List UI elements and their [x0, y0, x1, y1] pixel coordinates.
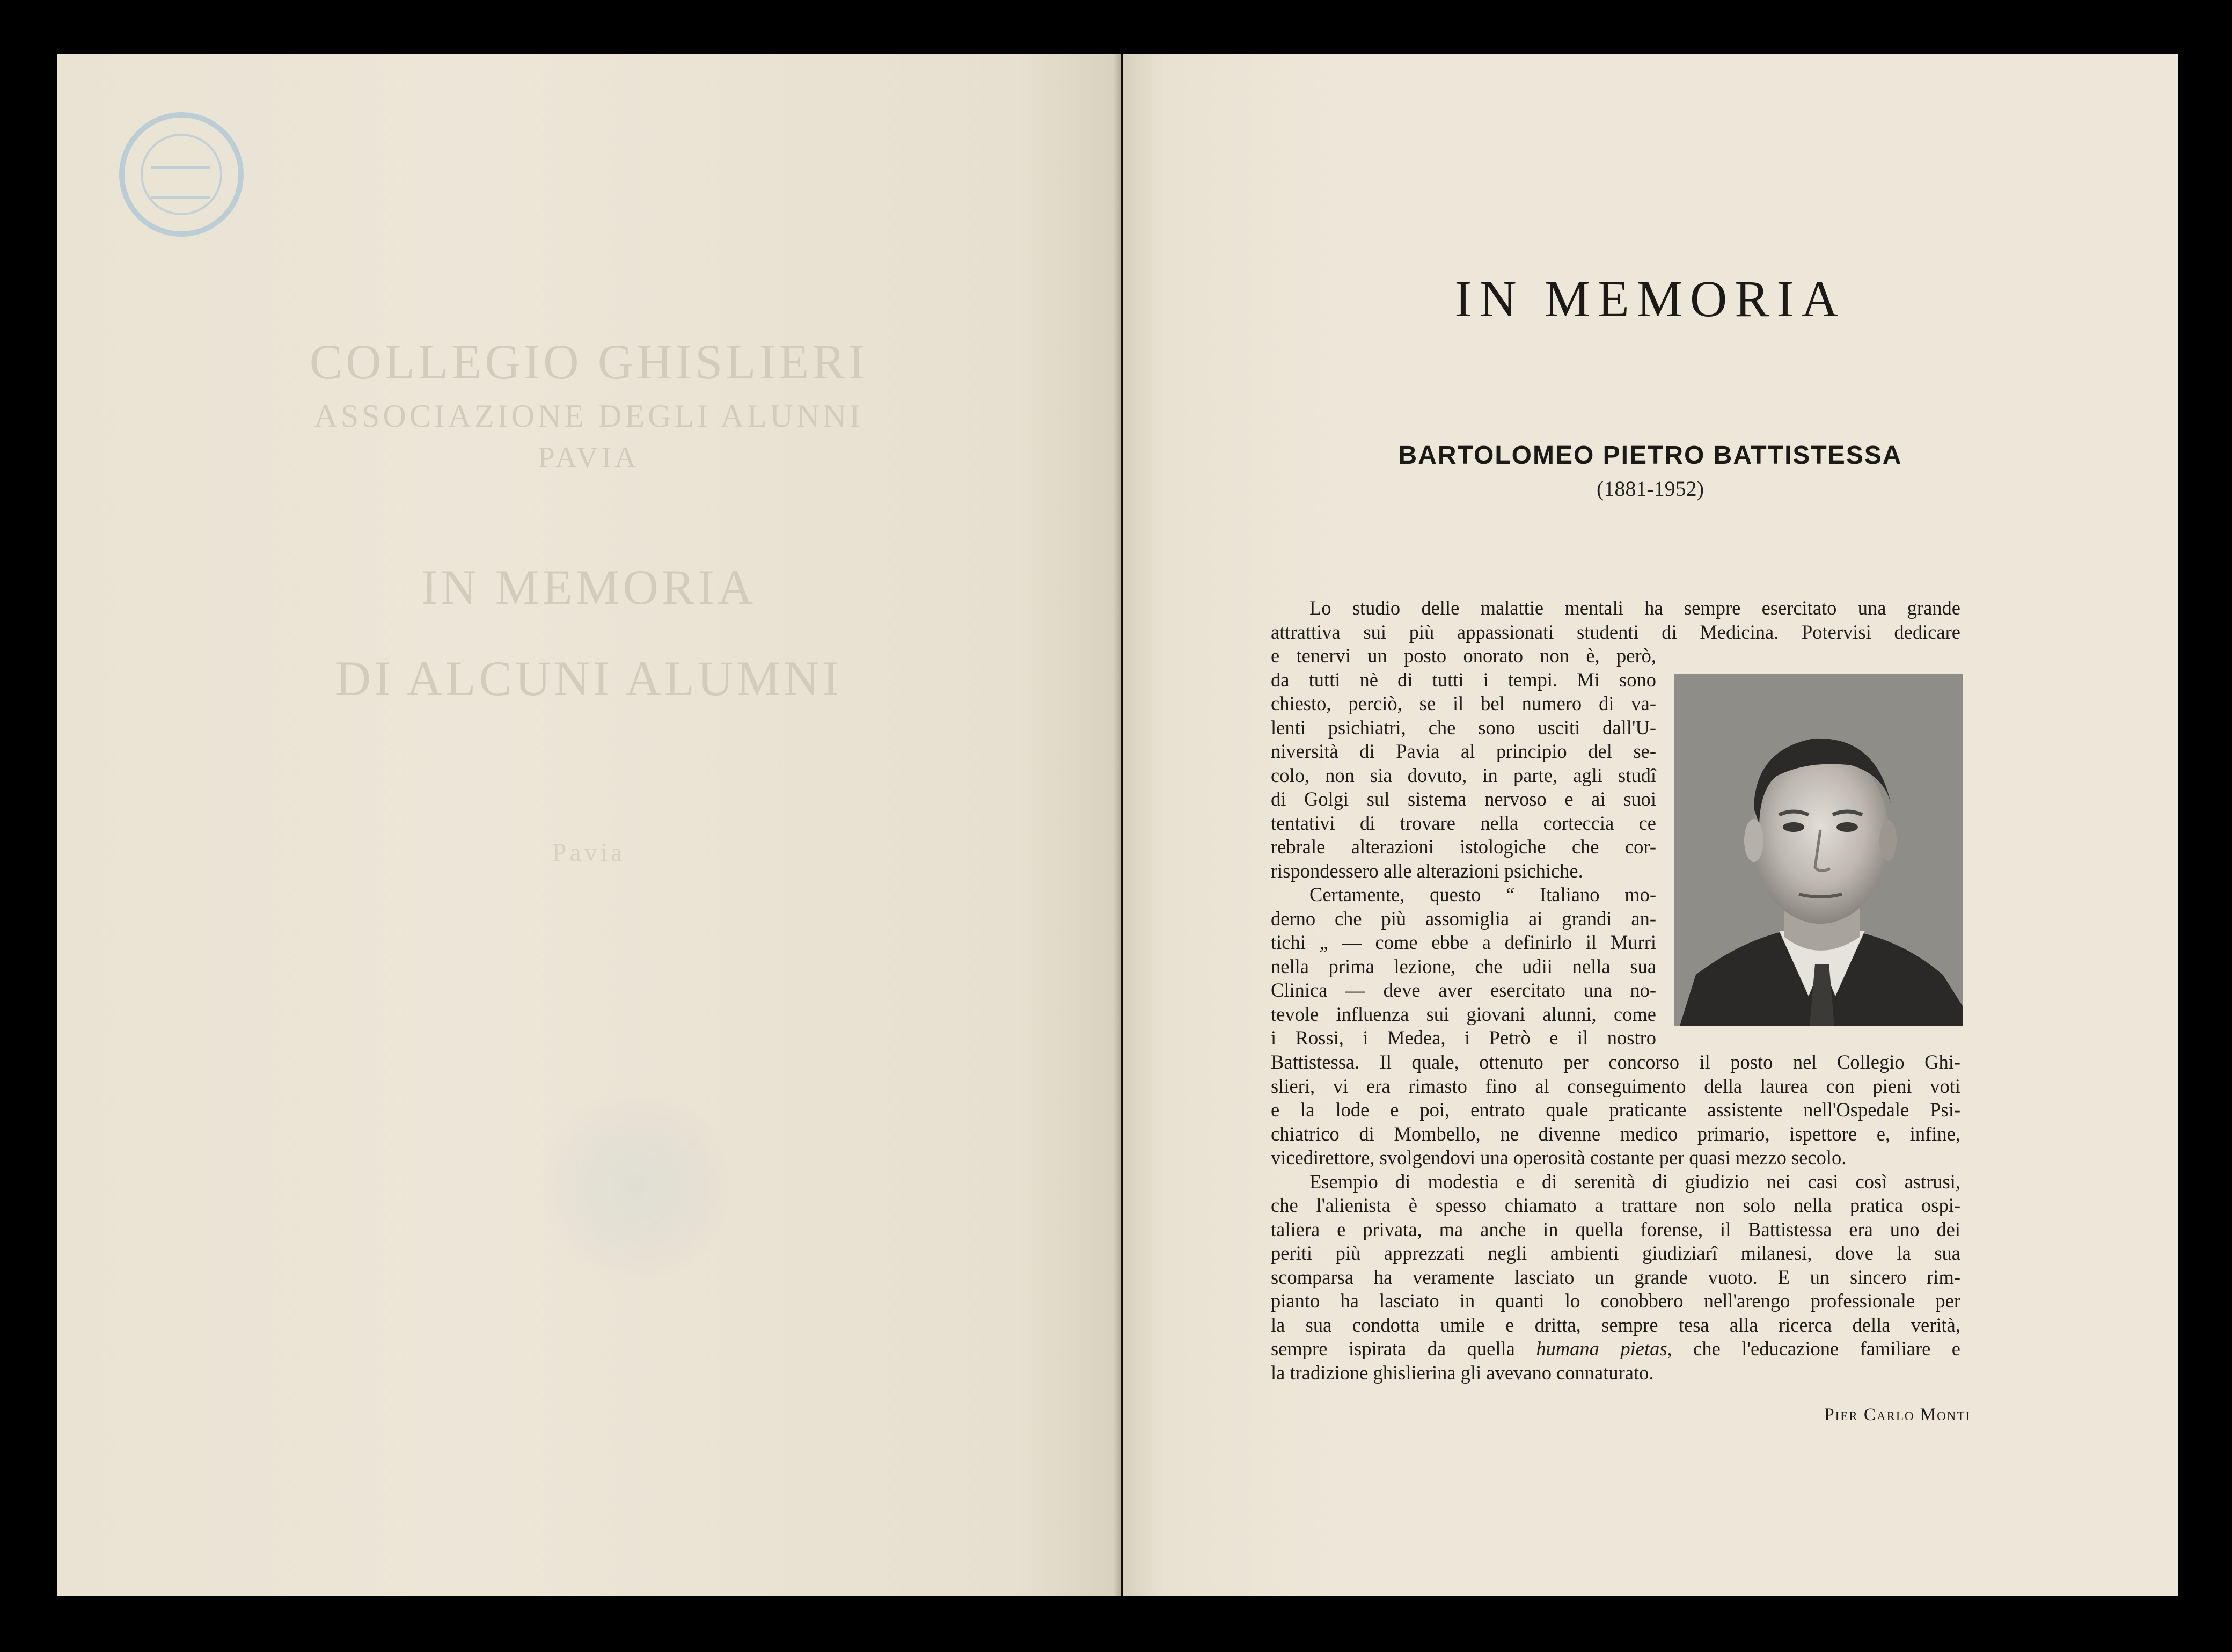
show-through-line-6: Pavia: [552, 838, 626, 867]
text-line: rispondessero alle alterazioni psichiche.: [1271, 859, 1583, 882]
text-line: chiatrico di Mombello, ne divenne medico primario, ispettore e, infine,: [1271, 1122, 1960, 1145]
text-line: tichi „ — come ebbe a definirlo il Murri: [1271, 931, 1656, 953]
text-line: attrattiva sui più appassionati studenti di Medicina. Potervisi dedicare: [1271, 620, 1960, 643]
person-years: (1881-1952): [1597, 477, 1704, 501]
article-body-wrap: [1271, 644, 1656, 1050]
right-page: [1123, 54, 2178, 1596]
author-signature: Pier Carlo Monti: [1824, 1405, 1971, 1424]
show-through-line-4: IN MEMORIA: [421, 560, 757, 615]
portrait-photo-icon: [1674, 674, 1963, 1026]
article-body: [1271, 596, 1960, 644]
show-through-line-2: ASSOCIAZIONE DEGLI ALUNNI: [314, 398, 863, 434]
text-line: colo, non sia dovuto, in parte, agli studî: [1271, 764, 1656, 786]
text-line: Lo studio delle malattie mentali ha sempre esercitato una grande: [1309, 597, 1960, 619]
text-line-italic: [1271, 1337, 1960, 1361]
text-line: nella prima lezione, che udii nella sua: [1271, 955, 1656, 977]
page-title: IN MEMORIA: [1454, 270, 1846, 327]
text-line: periti più apprezzati negli ambienti giudiziarî milanesi, dove la sua: [1271, 1242, 1960, 1264]
text-line: rebrale alterazioni istologiche che cor-: [1271, 836, 1656, 858]
text-line: e la lode e poi, entrato quale praticante assistente nell'Ospedale Psi-: [1271, 1099, 1960, 1121]
text-line: di Golgi sul sistema nervoso e ai suoi: [1271, 788, 1656, 810]
text-line: i Rossi, i Medea, i Petrò e il nostro: [1271, 1027, 1656, 1049]
text-fragment: , che l'educazione familiare e: [1667, 1337, 1961, 1359]
text-line: chiesto, perciò, se il bel numero di va-: [1271, 692, 1656, 714]
text-line: taliera e privata, ma anche in quella forense, il Battistessa era uno dei: [1271, 1218, 1960, 1240]
left-page: [57, 54, 1121, 1596]
library-stamp-icon: [119, 112, 244, 237]
text-line: scomparsa ha veramente lasciato un grande vuoto. E un sincero rim-: [1271, 1266, 1960, 1288]
show-through-line-5: DI ALCUNI ALUMNI: [335, 651, 843, 706]
text-line: Certamente, questo “ Italiano mo-: [1309, 883, 1656, 905]
paper-blot: [540, 1090, 733, 1283]
text-line: slieri, vi era rimasto fino al conseguimento della laurea con pieni voti: [1271, 1074, 1960, 1097]
text-line: niversità di Pavia al principio del se-: [1271, 740, 1656, 762]
text-line: pianto ha lasciato in quanti lo conobbero nell'arengo professionale per: [1271, 1290, 1960, 1312]
italic-phrase: humana pietas: [1536, 1337, 1667, 1359]
text-line: tevole influenza sui giovani alunni, come: [1271, 1003, 1656, 1025]
text-fragment: sempre ispirata da quella: [1271, 1337, 1536, 1359]
text-line: lenti psichiatri, che sono usciti dall'U-: [1271, 716, 1656, 739]
text-line: da tutti nè di tutti i tempi. Mi sono: [1271, 668, 1656, 691]
show-through-line-1: COLLEGIO GHISLIERI: [309, 334, 868, 389]
text-line: la sua condotta umile e dritta, sempre tesa alla ricerca della verità,: [1271, 1313, 1960, 1336]
text-line: derno che più assomiglia ai grandi an-: [1271, 907, 1656, 930]
person-name: BARTOLOMEO PIETRO BATTISTESSA: [1398, 441, 1902, 470]
text-line: Clinica — deve aver esercitato una no-: [1271, 979, 1656, 1001]
text-line: Esempio di modestia e di serenità di giudizio nei casi così astrusi,: [1309, 1170, 1960, 1193]
show-through-line-3: PAVIA: [538, 441, 640, 474]
text-line: e tenervi un posto onorato non è, però,: [1271, 645, 1656, 667]
text-line: vicedirettore, svolgendovi una operosità costante per quasi mezzo secolo.: [1271, 1146, 1847, 1168]
text-line: Battistessa. Il quale, ottenuto per concorso il posto nel Collegio Ghi-: [1271, 1051, 1960, 1073]
text-line: la tradizione ghislierina gli avevano connaturato.: [1271, 1361, 1654, 1384]
text-line: tentativi di trovare nella corteccia ce: [1271, 812, 1656, 834]
text-line: che l'alienista è spesso chiamato a trattare non solo nella pratica ospi-: [1271, 1194, 1960, 1216]
article-body-full: [1271, 1050, 1960, 1385]
